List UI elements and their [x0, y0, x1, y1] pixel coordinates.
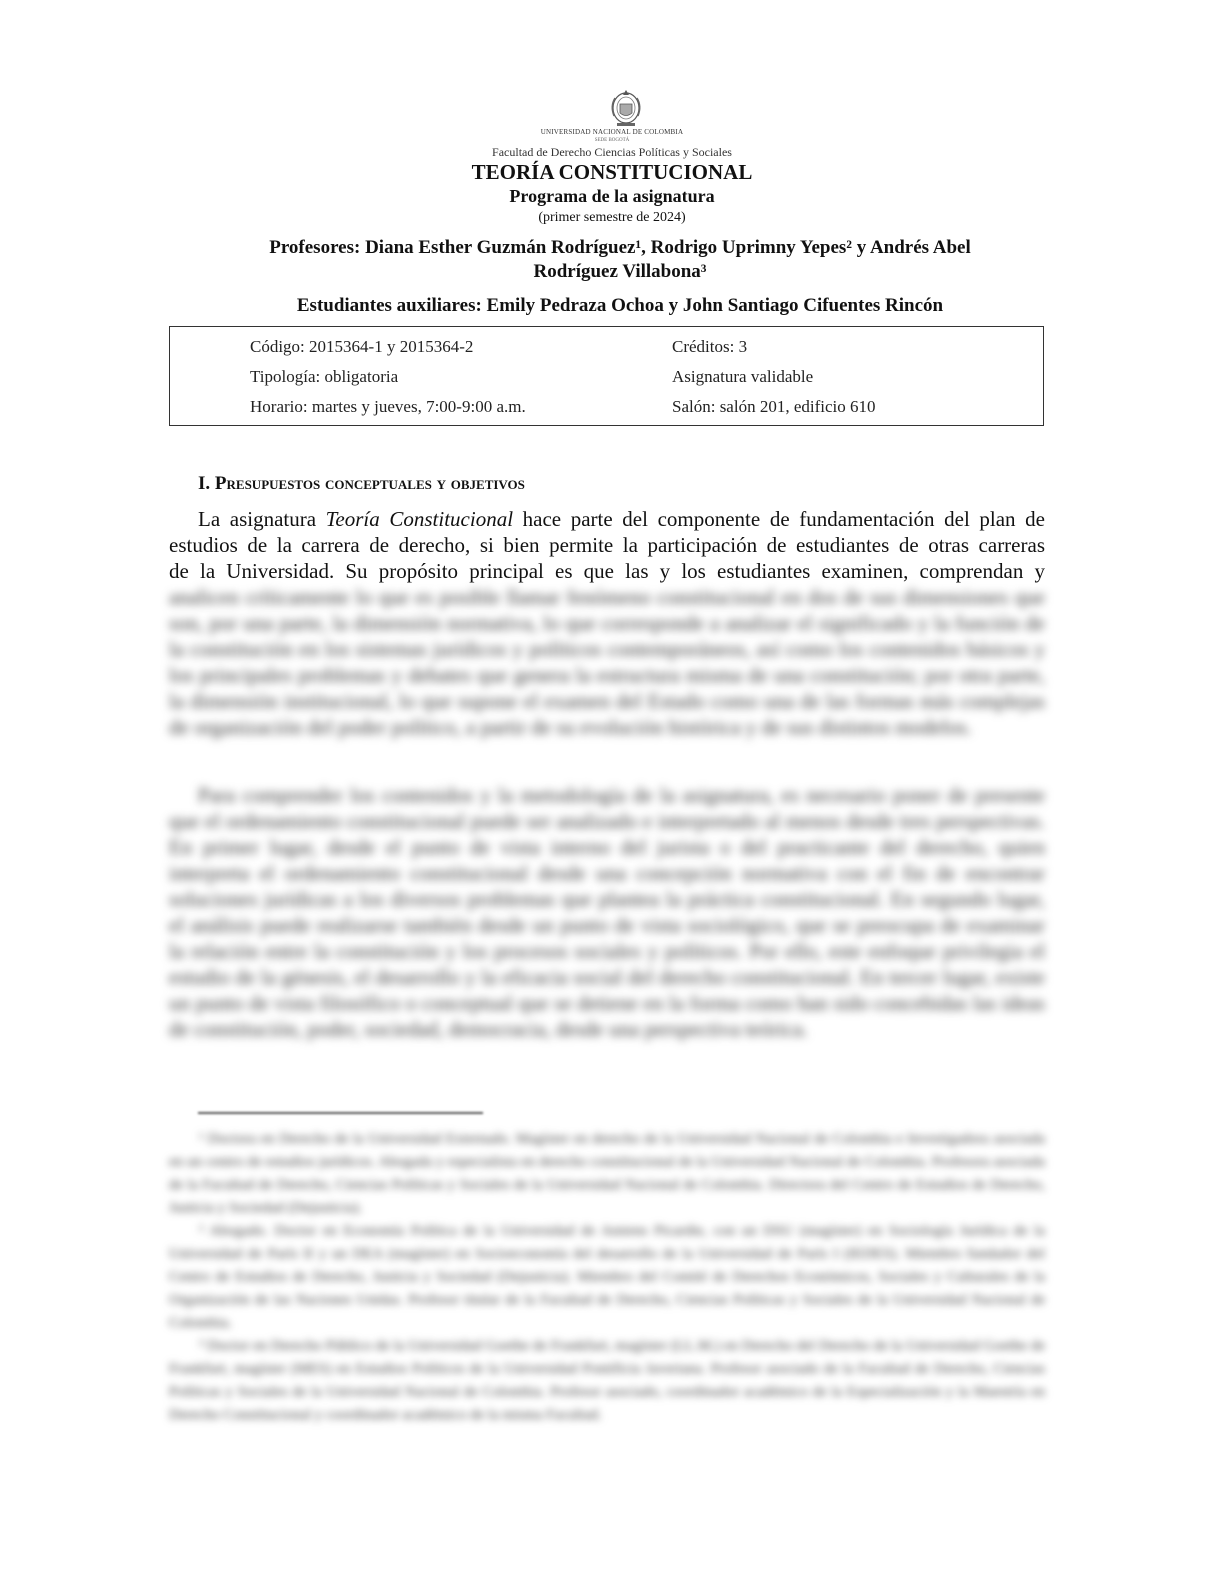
semester-label: (primer semestre de 2024): [538, 210, 686, 225]
footnotes: [169, 1128, 1045, 1427]
section-heading: [198, 473, 525, 495]
course-room: Salón: salón 201, edificio 610: [672, 397, 876, 416]
course-title: TEORÍA CONSTITUCIONAL: [471, 160, 753, 184]
footnote-divider: [198, 1112, 483, 1114]
p1-text-a: La asignatura: [198, 507, 326, 531]
footnote-1: ¹ Doctora en Derecho de la Universidad Externado. Magíster en derecho de la Universidad Nacional de Colombia e Investigadora asociada en un centro de estudios jurídicos. Abogada y especialista en derecho constitucional de la Universidad Nacional de Colombia. Profesora asociada de la Facultad de Derecho, Ciencias Políticas y Sociales de la Universidad Nacional de Colombia. Directora del Centro de Estudios de Derecho, Justicia y Sociedad (Dejusticia).: [169, 1131, 1045, 1216]
professors-line-1: Profesores: Diana Esther Guzmán Rodríguez¹, Rodrigo Uprimny Yepes² y Andrés Abel: [269, 237, 971, 258]
paragraph-1: [169, 506, 1045, 766]
course-schedule: Horario: martes y jueves, 7:00-9:00 a.m.: [250, 397, 526, 416]
professors-line-2: Rodríguez Villabona³: [533, 261, 707, 282]
course-name-italic: Teoría Constitucional: [325, 507, 514, 531]
course-type: Tipología: obligatoria: [250, 367, 399, 386]
course-credits: Créditos: 3: [672, 337, 748, 356]
section-title-text: Presupuestos conceptuales y objetivos: [214, 473, 525, 494]
paragraph-1-line-3: de la Universidad. Su propósito principal es que las y los estudiantes examinen, comprendan y: [169, 559, 1045, 583]
program-heading: Programa de la asignatura: [509, 186, 715, 206]
faculty-name: Facultad de Derecho Ciencias Políticas y Sociales: [492, 145, 732, 159]
assistants-list: Estudiantes auxiliares: Emily Pedraza Ochoa y John Santiago Cifuentes Rincón: [296, 295, 944, 316]
campus-name: SEDE BOGOTÁ: [594, 138, 630, 143]
section-number: I.: [198, 473, 211, 494]
professors-list: [200, 236, 1040, 284]
paragraph-1-line-1: [169, 506, 1045, 532]
p1-text-b: hace parte del componente de fundamentación del plan de: [513, 507, 1045, 531]
paragraph-1-blurred: analicen críticamente lo que es posible llamar fenómeno constitucional en dos de sus dimensiones que son, por una parte, la dimensión normativa, lo que corresponde a analizar el significado y la función de la constitución en los sistemas jurídicos y políticos contemporáneos, así como los contenidos básicos y los principales problemas y debates que genera la estructura misma de una constitución; por otra parte, la dimensión institucional, lo que supone el examen del Estado como una de las formas más complejas de organización del poder político, a partir de su evolución histórica y de sus distintos modelos.: [169, 585, 1045, 739]
university-crest-icon: [606, 86, 646, 130]
paragraph-1-line-2: estudios de la carrera de derecho, si bien permite la participación de estudiantes de otras carreras: [169, 533, 1045, 557]
course-code: Código: 2015364-1 y 2015364-2: [250, 337, 474, 356]
paragraph-2-blurred: Para comprender los contenidos y la metodología de la asignatura, es necesario poner de presente que el ordenamiento constitucional puede ser analizado e interpretado al menos desde tres perspectivas. En primer lugar, desde el punto de vista interno del jurista o del practicante del derecho, quien interpreta el ordenamiento constitucional desde una concepción normativa con el fin de encontrar soluciones jurídicas a los diversos problemas que plantea la práctica constitucional. En segundo lugar, el análisis puede realizarse también desde un punto de vista sociológico, que se preocupa de examinar la relación entre la constitución y los procesos sociales y políticos. Por ello, este enfoque privilegia el estudio de la génesis, el desarrollo y la eficacia social del derecho constitucional. En tercer lugar, existe un punto de vista filosófico o conceptual que se detiene en la forma como han sido concebidas las ideas de constitución, poder, sociedad, democracia, desde una perspectiva teórica.: [169, 783, 1045, 1041]
course-validable: Asignatura validable: [672, 367, 814, 386]
university-name: UNIVERSIDAD NACIONAL DE COLOMBIA: [540, 128, 684, 136]
footnote-2: ² Abogado. Doctor en Economía Política de la Universidad de Amiens Picardie, con un DSU (magíster) en Sociología Jurídica de la Universidad de París II y un DEA (magíster) en Socioeconomía del desarrollo de la Universidad de París I (IEDES). Miembro fundador del Centro de Estudios de Derecho, Justicia y Sociedad (Dejusticia). Miembro del Comité de Derechos Económicos, Sociales y Culturales de la Organización de las Naciones Unidas. Profesor titular de la Facultad de Derecho, Ciencias Políticas y Sociales de la Universidad Nacional de Colombia.: [169, 1223, 1045, 1331]
course-info-box: [169, 326, 1044, 426]
footnote-3: ³ Doctor en Derecho Público de la Universidad Goethe de Frankfurt, magíster (LL.M.) en Derecho del Derecho de la Universidad Goethe de Frankfurt, magíster (MES) en Estudios Políticos de la Universidad Pontificia Javeriana. Profesor asociado de la Facultad de Derecho, Ciencias Políticas y Sociales de la Universidad Nacional de Colombia. Profesor asociado, coordinador académico de la Especialización y la Maestría en Derecho Constitucional y coordinador académico de la misma Facultad.: [169, 1338, 1045, 1423]
